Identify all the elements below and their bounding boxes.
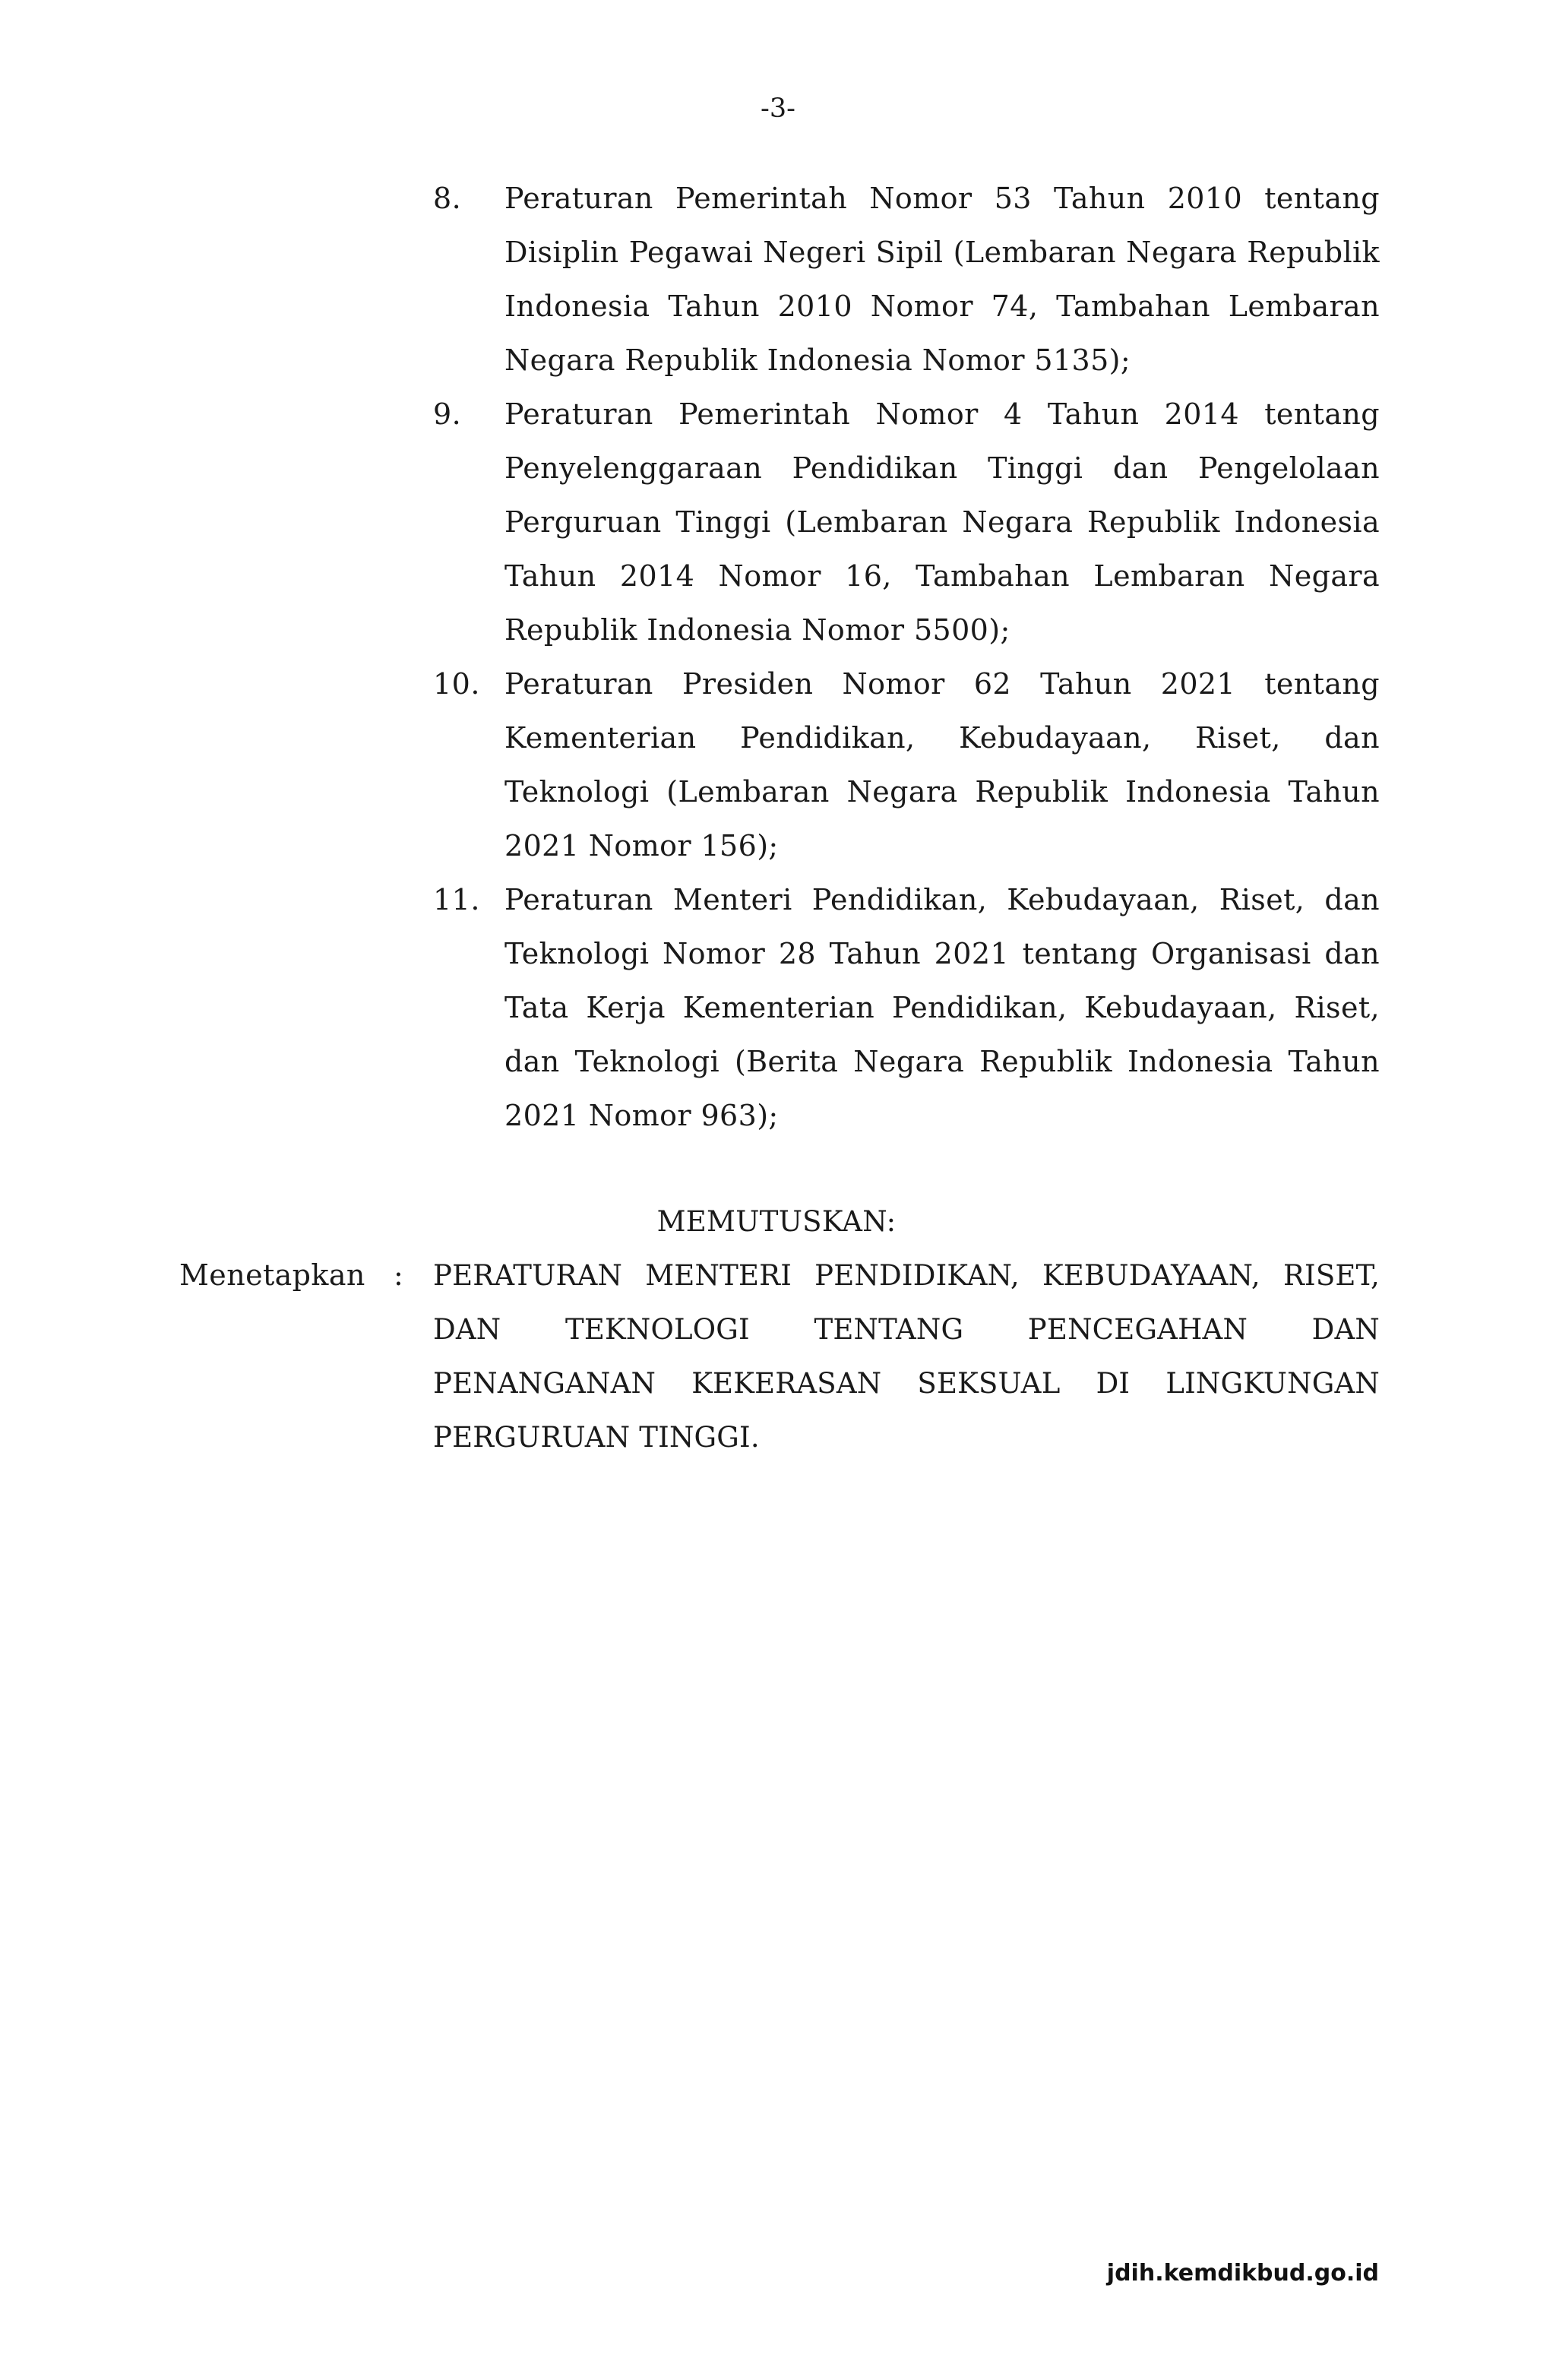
text-line: Penyelenggaraan Pendidikan Tinggi dan Pengelolaan [504,451,1380,485]
list-item-number: 11. [433,883,480,916]
text-line: Perguruan Tinggi (Lembaran Negara Republik Indonesia [504,505,1380,539]
text-line: Tahun 2014 Nomor 16, Tambahan Lembaran Negara [504,559,1380,593]
list-item-8 [433,172,1380,388]
list-item-9 [433,388,1380,657]
list-item-11 [433,873,1380,1143]
text-line: Indonesia Tahun 2010 Nomor 74, Tambahan Lembaran [504,290,1380,323]
list-item-text [504,172,1380,388]
page-number: -3- [761,93,795,124]
source-watermark: jdih.kemdikbud.go.id [1106,2260,1379,2287]
text-line: Teknologi (Lembaran Negara Republik Indonesia Tahun [504,775,1380,809]
establish-clause [179,1249,1380,1464]
list-item-number: 9. [433,397,462,431]
text-line: Teknologi Nomor 28 Tahun 2021 tentang Organisasi dan [504,937,1380,970]
establish-label: Menetapkan [179,1258,365,1292]
text-line: Negara Republik Indonesia Nomor 5135); [504,343,1131,377]
list-item-text [504,388,1380,657]
text-line: Peraturan Menteri Pendidikan, Kebudayaan, Riset, dan [504,883,1380,916]
text-line: PENANGANAN KEKERASAN SEKSUAL DI LINGKUNGAN [433,1367,1380,1400]
text-line: Disiplin Pegawai Negeri Sipil (Lembaran Negara Republik [504,236,1380,269]
text-line: Peraturan Presiden Nomor 62 Tahun 2021 tentang [504,667,1380,701]
list-item-number: 8. [433,182,462,215]
legal-basis-list [433,172,1380,1143]
text-line: Peraturan Pemerintah Nomor 4 Tahun 2014 tentang [504,397,1380,431]
text-line: 2021 Nomor 963); [504,1099,779,1132]
decision-heading [0,1195,1556,1249]
list-item-text [504,873,1380,1143]
list-item-number: 10. [433,667,480,701]
text-line: Kementerian Pendidikan, Kebudayaan, Riset, dan [504,721,1380,755]
text-line: dan Teknologi (Berita Negara Republik Indonesia Tahun [504,1045,1380,1078]
text-line: PERGURUAN TINGGI. [433,1421,760,1454]
establish-colon: : [394,1258,403,1292]
list-item-10 [433,657,1380,873]
text-line: Republik Indonesia Nomor 5500); [504,613,1010,647]
text-line: DAN TEKNOLOGI TENTANG PENCEGAHAN DAN [433,1313,1380,1346]
text-line: 2021 Nomor 156); [504,829,779,862]
text-line: Tata Kerja Kementerian Pendidikan, Kebudayaan, Riset, [504,991,1380,1024]
text-line: PERATURAN MENTERI PENDIDIKAN, KEBUDAYAAN, RISET, [433,1259,1380,1292]
text-line: Peraturan Pemerintah Nomor 53 Tahun 2010 tentang [504,182,1380,215]
decision-heading-text: MEMUTUSKAN: [656,1205,897,1238]
list-item-text [504,657,1380,873]
regulation-title [433,1249,1380,1464]
